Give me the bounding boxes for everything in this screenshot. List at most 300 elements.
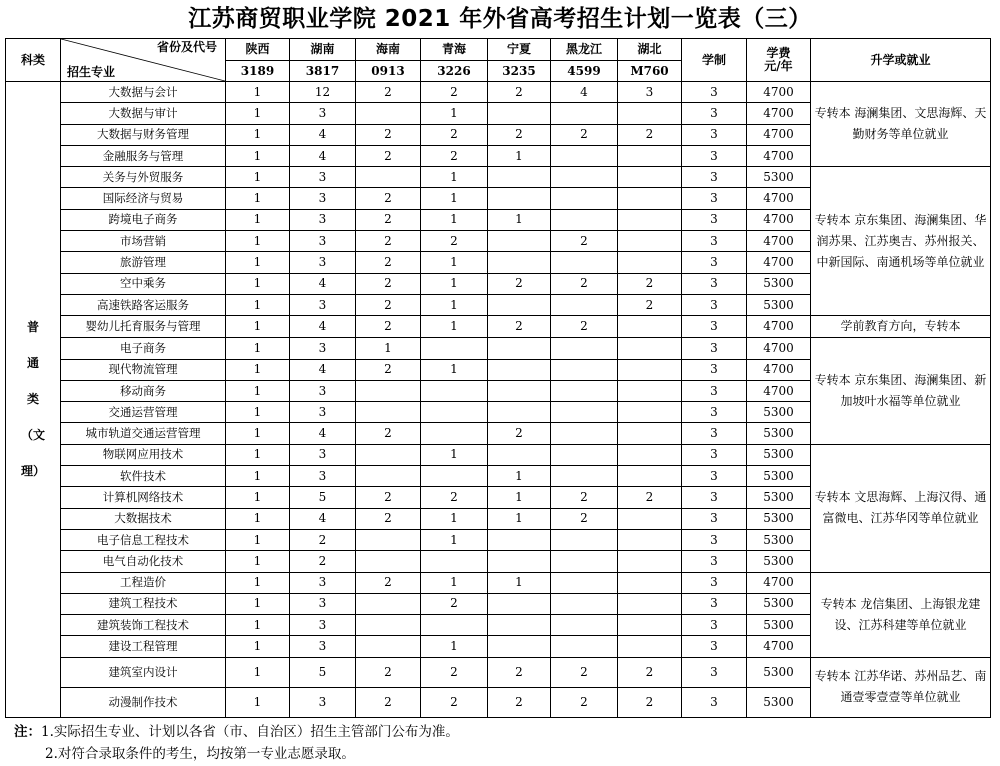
quota-cell: 3 — [290, 444, 356, 465]
quota-cell: 2 — [551, 231, 618, 252]
quota-cell: 3 — [290, 687, 356, 717]
major-name: 旅游管理 — [61, 252, 226, 273]
fee-cell: 4700 — [747, 359, 811, 380]
quota-cell — [551, 209, 618, 230]
quota-cell — [618, 252, 682, 273]
major-name: 交通运营管理 — [61, 402, 226, 423]
province-code: 0913 — [356, 61, 421, 82]
quota-cell — [421, 551, 488, 572]
major-name: 建筑装饰工程技术 — [61, 615, 226, 636]
quota-cell: 2 — [290, 529, 356, 550]
quota-cell: 3 — [618, 82, 682, 103]
quota-cell: 1 — [226, 188, 290, 209]
quota-cell: 1 — [421, 316, 488, 338]
quota-cell: 1 — [226, 380, 290, 401]
fee-cell: 5300 — [747, 551, 811, 572]
duration-cell: 3 — [682, 636, 747, 657]
quota-cell: 2 — [421, 124, 488, 145]
fee-cell: 5300 — [747, 423, 811, 444]
quota-cell: 1 — [421, 508, 488, 529]
quota-cell: 2 — [356, 657, 421, 687]
outcome-cell: 专转本 海澜集团、文思海辉、天勤财务等单位就业 — [811, 82, 991, 167]
quota-cell — [356, 103, 421, 124]
quota-cell — [551, 636, 618, 657]
quota-cell — [488, 231, 551, 252]
quota-cell — [551, 529, 618, 550]
duration-cell: 3 — [682, 359, 747, 380]
quota-cell: 3 — [290, 103, 356, 124]
quota-cell — [618, 423, 682, 444]
footnotes — [14, 721, 994, 765]
quota-cell: 1 — [488, 466, 551, 487]
quota-cell — [356, 402, 421, 423]
quota-cell — [488, 103, 551, 124]
quota-cell — [551, 103, 618, 124]
quota-cell — [618, 188, 682, 209]
province-name: 黑龙江 — [551, 39, 618, 61]
quota-cell: 1 — [226, 487, 290, 508]
quota-cell: 2 — [290, 551, 356, 572]
duration-cell: 3 — [682, 82, 747, 103]
quota-cell: 2 — [421, 657, 488, 687]
major-name: 高速铁路客运服务 — [61, 294, 226, 315]
quota-cell: 1 — [226, 444, 290, 465]
fee-cell: 4700 — [747, 338, 811, 359]
quota-cell — [618, 466, 682, 487]
quota-cell: 4 — [290, 359, 356, 380]
quota-cell: 1 — [226, 338, 290, 359]
quota-cell: 2 — [421, 145, 488, 166]
quota-cell — [551, 252, 618, 273]
fee-cell: 5300 — [747, 615, 811, 636]
major-name: 工程造价 — [61, 572, 226, 593]
footnote-text-1: 1.实际招生专业、计划以各省（市、自治区）招生主管部门公布为准。 — [41, 724, 459, 740]
quota-cell: 2 — [551, 508, 618, 529]
quota-cell — [551, 423, 618, 444]
quota-cell — [551, 167, 618, 188]
quota-cell: 1 — [226, 145, 290, 166]
quota-cell — [488, 529, 551, 550]
quota-cell — [618, 529, 682, 550]
quota-cell — [618, 636, 682, 657]
quota-cell: 3 — [290, 167, 356, 188]
quota-cell — [421, 615, 488, 636]
major-name: 电气自动化技术 — [61, 551, 226, 572]
quota-cell: 1 — [488, 487, 551, 508]
quota-cell — [618, 209, 682, 230]
major-name: 国际经济与贸易 — [61, 188, 226, 209]
quota-cell — [488, 359, 551, 380]
fee-cell: 4700 — [747, 636, 811, 657]
quota-cell: 2 — [551, 657, 618, 687]
quota-cell: 12 — [290, 82, 356, 103]
quota-cell: 2 — [421, 487, 488, 508]
duration-cell: 3 — [682, 572, 747, 593]
quota-cell: 3 — [290, 294, 356, 315]
table-row — [6, 657, 991, 687]
quota-cell: 3 — [290, 593, 356, 614]
category-char: 理） — [20, 464, 45, 479]
category-char: 类 — [26, 392, 39, 407]
header-outcome: 升学或就业 — [811, 39, 991, 82]
major-name: 关务与外贸服务 — [61, 167, 226, 188]
quota-cell: 2 — [488, 316, 551, 338]
quota-cell — [618, 338, 682, 359]
outcome-cell: 专转本 龙信集团、上海银龙建设、江苏科建等单位就业 — [811, 572, 991, 657]
major-name: 跨境电子商务 — [61, 209, 226, 230]
quota-cell: 1 — [226, 316, 290, 338]
quota-cell: 2 — [356, 572, 421, 593]
page-title: 江苏商贸职业学院 2021 年外省高考招生计划一览表（三） — [188, 6, 812, 32]
quota-cell: 1 — [226, 529, 290, 550]
major-name: 大数据与会计 — [61, 82, 226, 103]
quota-cell: 1 — [421, 273, 488, 294]
quota-cell — [488, 167, 551, 188]
quota-cell: 2 — [421, 82, 488, 103]
quota-cell: 1 — [488, 572, 551, 593]
quota-cell: 1 — [226, 82, 290, 103]
major-name: 软件技术 — [61, 466, 226, 487]
quota-cell: 2 — [618, 273, 682, 294]
fee-cell: 5300 — [747, 508, 811, 529]
quota-cell — [551, 551, 618, 572]
province-code: 3817 — [290, 61, 356, 82]
quota-cell: 1 — [226, 657, 290, 687]
quota-cell: 1 — [226, 231, 290, 252]
quota-cell — [356, 380, 421, 401]
quota-cell — [551, 593, 618, 614]
footnote-2: 2.对符合录取条件的考生，均按第一专业志愿录取。 — [45, 746, 355, 762]
fee-cell: 5300 — [747, 167, 811, 188]
duration-cell: 3 — [682, 231, 747, 252]
fee-cell: 5300 — [747, 466, 811, 487]
fee-cell: 4700 — [747, 124, 811, 145]
major-name: 市场营销 — [61, 231, 226, 252]
quota-cell: 1 — [421, 252, 488, 273]
category-char: 普 — [26, 320, 39, 335]
province-name: 湖北 — [618, 39, 682, 61]
quota-cell — [618, 167, 682, 188]
quota-cell: 2 — [618, 487, 682, 508]
major-name: 动漫制作技术 — [61, 687, 226, 717]
major-name: 空中乘务 — [61, 273, 226, 294]
major-name: 电子商务 — [61, 338, 226, 359]
major-name: 电子信息工程技术 — [61, 529, 226, 550]
quota-cell — [421, 466, 488, 487]
fee-cell: 4700 — [747, 252, 811, 273]
header-fee-line1: 学费 — [766, 46, 791, 60]
quota-cell — [618, 316, 682, 338]
major-name: 城市轨道交通运营管理 — [61, 423, 226, 444]
duration-cell: 3 — [682, 529, 747, 550]
quota-cell: 1 — [421, 359, 488, 380]
quota-cell: 2 — [356, 188, 421, 209]
quota-cell — [488, 188, 551, 209]
outcome-cell: 专转本 京东集团、海澜集团、华润苏果、江苏奥吉、苏州报关、中新国际、南通机场等单位就业 — [811, 167, 991, 316]
quota-cell: 1 — [421, 444, 488, 465]
quota-cell: 2 — [421, 687, 488, 717]
duration-cell: 3 — [682, 615, 747, 636]
quota-cell — [551, 188, 618, 209]
quota-cell: 1 — [226, 466, 290, 487]
fee-cell: 4700 — [747, 82, 811, 103]
quota-cell: 1 — [421, 572, 488, 593]
quota-cell — [356, 636, 421, 657]
quota-cell: 1 — [226, 615, 290, 636]
quota-cell — [618, 508, 682, 529]
province-name: 陕西 — [226, 39, 290, 61]
quota-cell: 2 — [356, 359, 421, 380]
quota-cell: 2 — [356, 294, 421, 315]
quota-cell — [488, 252, 551, 273]
quota-cell: 1 — [488, 508, 551, 529]
quota-cell: 2 — [488, 273, 551, 294]
header-corner-cell — [61, 39, 226, 82]
header-category: 科类 — [6, 39, 61, 82]
fee-cell: 5300 — [747, 402, 811, 423]
quota-cell: 4 — [290, 423, 356, 444]
enrollment-plan-table — [5, 38, 991, 718]
quota-cell: 1 — [226, 508, 290, 529]
quota-cell — [356, 615, 421, 636]
quota-cell: 4 — [290, 508, 356, 529]
quota-cell — [356, 167, 421, 188]
quota-cell — [618, 444, 682, 465]
fee-cell: 4700 — [747, 145, 811, 166]
quota-cell: 3 — [290, 466, 356, 487]
outcome-cell: 学前教育方向，专转本 — [811, 316, 991, 338]
quota-cell: 1 — [226, 252, 290, 273]
quota-cell: 3 — [290, 231, 356, 252]
outcome-cell: 专转本 京东集团、海澜集团、新加坡叶水福等单位就业 — [811, 338, 991, 444]
quota-cell: 1 — [421, 103, 488, 124]
quota-cell: 1 — [421, 636, 488, 657]
fee-cell: 5300 — [747, 657, 811, 687]
quota-cell: 1 — [488, 209, 551, 230]
quota-cell: 3 — [290, 636, 356, 657]
quota-cell: 2 — [356, 231, 421, 252]
quota-cell: 3 — [290, 572, 356, 593]
duration-cell: 3 — [682, 444, 747, 465]
fee-cell: 4700 — [747, 572, 811, 593]
quota-cell — [618, 402, 682, 423]
duration-cell: 3 — [682, 466, 747, 487]
quota-cell: 3 — [290, 188, 356, 209]
header-fee-line2: 元/年 — [764, 59, 793, 73]
quota-cell: 3 — [290, 252, 356, 273]
footnote-1 — [14, 721, 994, 743]
quota-cell — [488, 380, 551, 401]
fee-cell: 5300 — [747, 529, 811, 550]
quota-cell — [488, 593, 551, 614]
duration-cell: 3 — [682, 145, 747, 166]
duration-cell: 3 — [682, 338, 747, 359]
quota-cell: 2 — [618, 657, 682, 687]
quota-cell: 1 — [488, 145, 551, 166]
quota-cell: 3 — [290, 209, 356, 230]
quota-cell: 1 — [226, 423, 290, 444]
quota-cell: 2 — [618, 294, 682, 315]
quota-cell — [421, 423, 488, 444]
major-name: 大数据与财务管理 — [61, 124, 226, 145]
quota-cell: 2 — [356, 145, 421, 166]
quota-cell: 2 — [421, 593, 488, 614]
quota-cell — [618, 593, 682, 614]
header-fee — [747, 39, 811, 82]
quota-cell: 1 — [226, 359, 290, 380]
province-code: M760 — [618, 61, 682, 82]
quota-cell — [551, 380, 618, 401]
header-major: 招生专业 — [67, 65, 116, 79]
major-name: 现代物流管理 — [61, 359, 226, 380]
quota-cell: 1 — [226, 103, 290, 124]
quota-cell: 2 — [356, 82, 421, 103]
fee-cell: 5300 — [747, 593, 811, 614]
province-name: 海南 — [356, 39, 421, 61]
quota-cell — [356, 551, 421, 572]
major-name: 建筑室内设计 — [61, 657, 226, 687]
quota-cell: 2 — [356, 687, 421, 717]
province-code: 3235 — [488, 61, 551, 82]
outcome-cell: 专转本 文思海辉、上海汉得、通富微电、江苏华冈等单位就业 — [811, 444, 991, 572]
fee-cell: 4700 — [747, 103, 811, 124]
quota-cell: 2 — [488, 657, 551, 687]
quota-cell: 4 — [551, 82, 618, 103]
duration-cell: 3 — [682, 273, 747, 294]
duration-cell: 3 — [682, 252, 747, 273]
header-province-code: 省份及代号 — [156, 40, 217, 54]
quota-cell: 2 — [488, 82, 551, 103]
quota-cell: 2 — [551, 487, 618, 508]
duration-cell: 3 — [682, 657, 747, 687]
quota-cell: 1 — [421, 209, 488, 230]
duration-cell: 3 — [682, 209, 747, 230]
major-name: 金融服务与管理 — [61, 145, 226, 166]
quota-cell — [488, 615, 551, 636]
duration-cell: 3 — [682, 402, 747, 423]
fee-cell: 5300 — [747, 687, 811, 717]
quota-cell: 1 — [226, 209, 290, 230]
quota-cell: 2 — [421, 231, 488, 252]
quota-cell: 2 — [356, 124, 421, 145]
quota-cell: 2 — [356, 273, 421, 294]
quota-cell — [356, 444, 421, 465]
quota-cell — [618, 145, 682, 166]
table-row — [6, 316, 991, 338]
quota-cell — [488, 402, 551, 423]
quota-cell: 2 — [618, 124, 682, 145]
fee-cell: 5300 — [747, 487, 811, 508]
quota-cell: 3 — [290, 380, 356, 401]
duration-cell: 3 — [682, 380, 747, 401]
table-row — [6, 167, 991, 188]
outcome-cell: 专转本 江苏华诺、苏州品艺、南通壹零壹壹等单位就业 — [811, 657, 991, 717]
quota-cell — [356, 593, 421, 614]
quota-cell — [356, 529, 421, 550]
province-name: 湖南 — [290, 39, 356, 61]
quota-cell: 1 — [421, 294, 488, 315]
quota-cell: 1 — [356, 338, 421, 359]
quota-cell: 4 — [290, 316, 356, 338]
quota-cell: 1 — [226, 572, 290, 593]
quota-cell — [488, 551, 551, 572]
quota-cell — [551, 572, 618, 593]
quota-cell: 4 — [290, 145, 356, 166]
quota-cell: 2 — [356, 316, 421, 338]
quota-cell: 2 — [488, 124, 551, 145]
major-name: 大数据技术 — [61, 508, 226, 529]
fee-cell: 5300 — [747, 294, 811, 315]
major-name: 建设工程管理 — [61, 636, 226, 657]
quota-cell — [551, 444, 618, 465]
duration-cell: 3 — [682, 487, 747, 508]
category-char: （文 — [20, 428, 45, 443]
province-name: 宁夏 — [488, 39, 551, 61]
quota-cell — [618, 103, 682, 124]
quota-cell — [618, 551, 682, 572]
quota-cell: 2 — [488, 423, 551, 444]
quota-cell: 1 — [226, 593, 290, 614]
quota-cell — [551, 402, 618, 423]
quota-cell: 1 — [226, 273, 290, 294]
quota-cell: 2 — [356, 508, 421, 529]
quota-cell — [356, 466, 421, 487]
header-row-provinces — [6, 39, 991, 61]
quota-cell — [421, 402, 488, 423]
quota-cell — [551, 615, 618, 636]
quota-cell — [618, 380, 682, 401]
quota-cell: 1 — [226, 687, 290, 717]
duration-cell: 3 — [682, 188, 747, 209]
quota-cell — [551, 294, 618, 315]
quota-cell: 4 — [290, 124, 356, 145]
table-row — [6, 338, 991, 359]
duration-cell: 3 — [682, 593, 747, 614]
table-row — [6, 82, 991, 103]
quota-cell: 4 — [290, 273, 356, 294]
quota-cell: 1 — [226, 636, 290, 657]
major-name: 大数据与审计 — [61, 103, 226, 124]
province-code: 4599 — [551, 61, 618, 82]
quota-cell — [618, 231, 682, 252]
quota-cell — [551, 359, 618, 380]
quota-cell: 2 — [356, 209, 421, 230]
duration-cell: 3 — [682, 167, 747, 188]
quota-cell — [618, 615, 682, 636]
quota-cell: 1 — [226, 551, 290, 572]
quota-cell: 1 — [421, 167, 488, 188]
quota-cell: 1 — [226, 167, 290, 188]
quota-cell — [551, 338, 618, 359]
fee-cell: 5300 — [747, 444, 811, 465]
quota-cell — [488, 444, 551, 465]
fee-cell: 4700 — [747, 316, 811, 338]
duration-cell: 3 — [682, 103, 747, 124]
category-char: 通 — [26, 356, 39, 371]
quota-cell: 2 — [356, 423, 421, 444]
category-cell — [6, 82, 61, 718]
quota-cell — [488, 338, 551, 359]
major-name: 计算机网络技术 — [61, 487, 226, 508]
quota-cell — [488, 294, 551, 315]
header-duration: 学制 — [682, 39, 747, 82]
quota-cell: 1 — [226, 402, 290, 423]
fee-cell: 4700 — [747, 380, 811, 401]
quota-cell: 1 — [421, 529, 488, 550]
quota-cell: 2 — [551, 124, 618, 145]
quota-cell: 2 — [356, 252, 421, 273]
quota-cell: 1 — [421, 188, 488, 209]
